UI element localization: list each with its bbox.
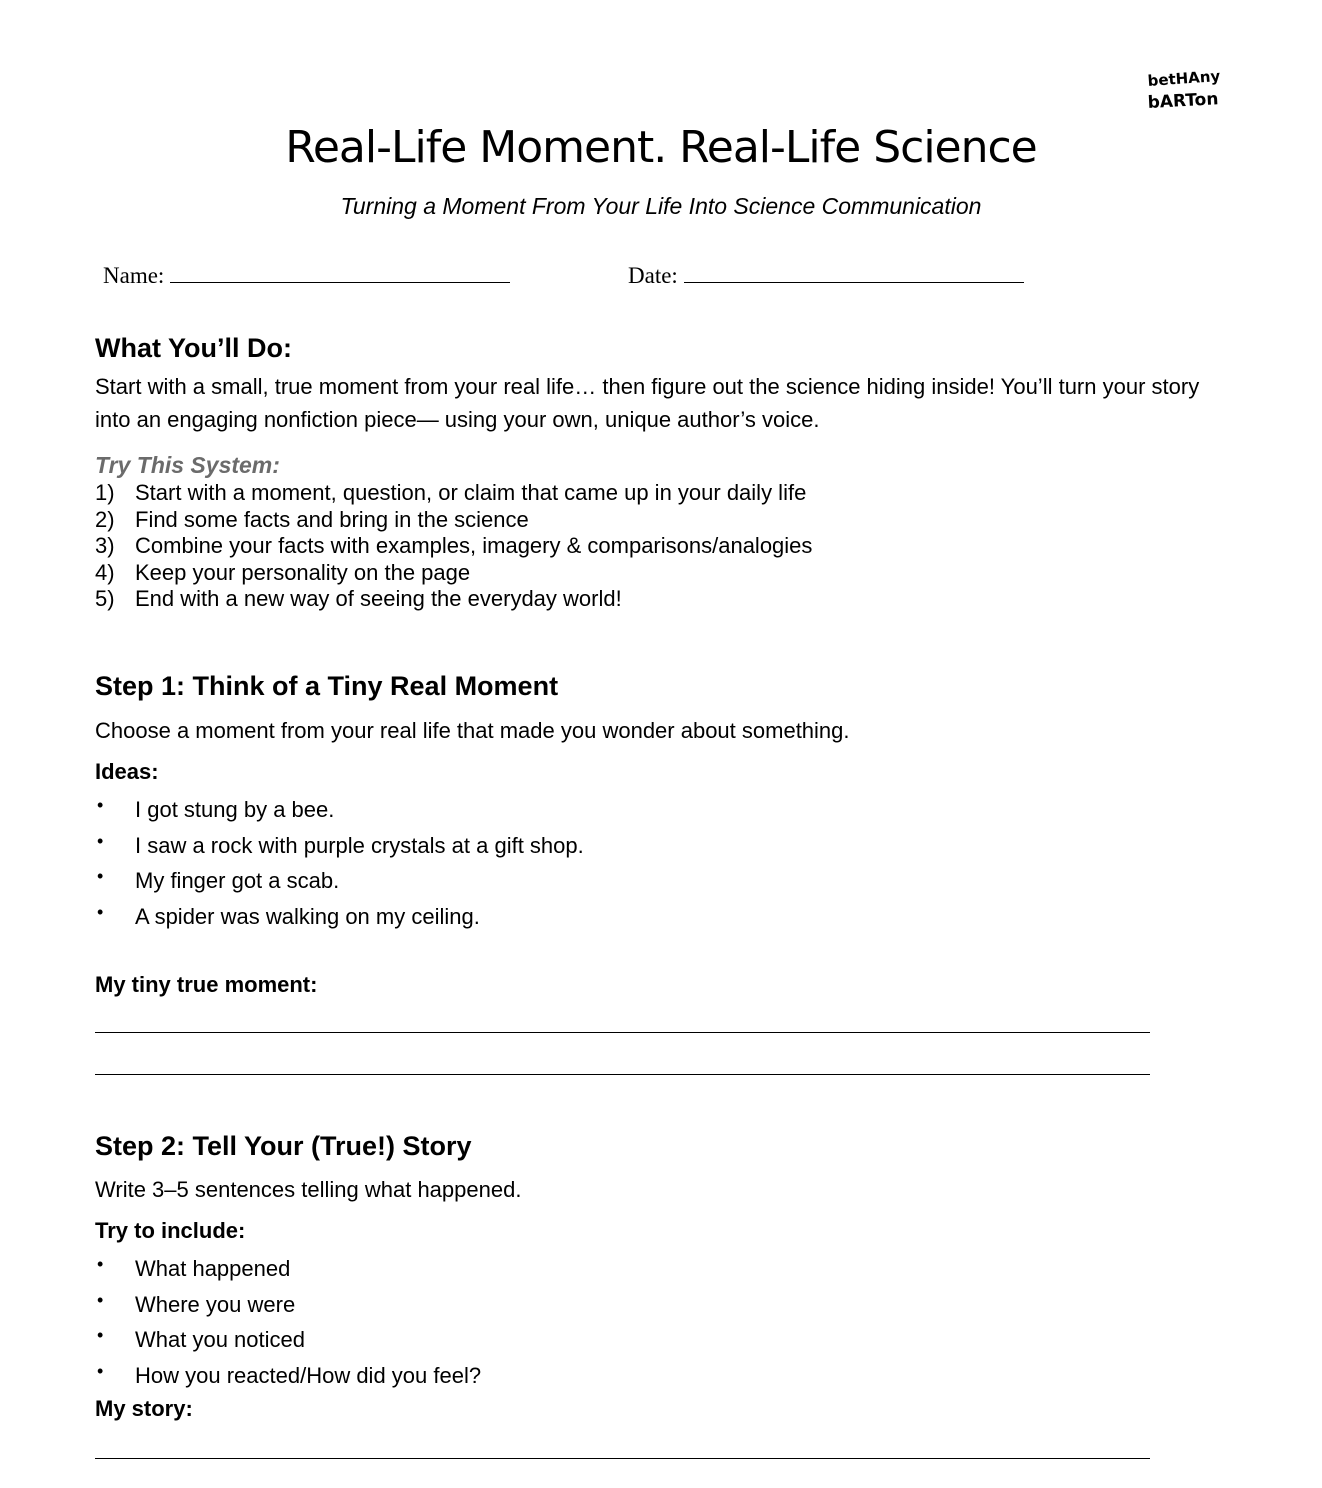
step-text: Start with a moment, question, or claim that came up in your daily life	[135, 480, 807, 505]
bullet-icon: •	[97, 1360, 104, 1381]
idea-text: My finger got a scab.	[135, 868, 340, 893]
bethany-barton-logo	[1144, 60, 1224, 120]
idea-item	[95, 899, 584, 935]
include-list	[95, 1251, 481, 1393]
include-text: What you noticed	[135, 1327, 305, 1352]
moment-answer-line-1[interactable]	[95, 1032, 1150, 1033]
include-item	[95, 1287, 481, 1323]
include-text: Where you were	[135, 1291, 296, 1317]
bullet-icon: •	[97, 795, 104, 815]
date-field	[628, 260, 1024, 291]
system-step	[95, 507, 812, 534]
bullet-icon: •	[97, 866, 104, 886]
try-include-label: Try to include:	[95, 1218, 246, 1243]
step2-heading: Step 2: Tell Your (True!) Story	[95, 1131, 472, 1161]
step-text: End with a new way of seeing the everyday world!	[135, 586, 622, 612]
bullet-icon: •	[97, 1289, 104, 1310]
step-number: 4)	[95, 559, 115, 585]
step1-heading: Step 1: Think of a Tiny Real Moment	[95, 671, 559, 701]
system-step	[95, 533, 812, 560]
include-item	[95, 1251, 481, 1287]
step-number: 1)	[95, 480, 115, 505]
name-label: Name:	[103, 263, 165, 288]
include-item	[95, 1358, 481, 1394]
system-step	[95, 560, 812, 587]
story-answer-label: My story:	[95, 1396, 193, 1421]
bullet-icon: •	[97, 1325, 104, 1345]
name-input-line[interactable]	[170, 260, 510, 283]
bullet-icon: •	[97, 830, 104, 851]
system-steps-list	[95, 480, 812, 613]
include-text: What happened	[135, 1256, 291, 1281]
step-number: 5)	[95, 586, 115, 612]
step-text: Combine your facts with examples, imagery & comparisons/analogies	[135, 533, 813, 559]
worksheet-subtitle: Turning a Moment From Your Life Into Science Communication	[340, 193, 982, 219]
idea-item	[95, 828, 584, 864]
worksheet-title: Real-Life Moment. Real-Life Science	[285, 122, 1037, 173]
story-answer-line-1[interactable]	[95, 1458, 1150, 1459]
bullet-icon: •	[97, 901, 104, 922]
moment-answer-label: My tiny true moment:	[95, 972, 318, 997]
system-heading: Try This System:	[95, 452, 280, 478]
ideas-label: Ideas:	[95, 759, 159, 784]
bullet-icon: •	[97, 1254, 104, 1274]
idea-text: I saw a rock with purple crystals at a gift shop.	[135, 832, 584, 858]
date-input-line[interactable]	[684, 260, 1024, 283]
logo-line-2: bARTon	[1147, 89, 1219, 113]
include-text: How you reacted/How did you feel?	[135, 1362, 482, 1388]
moment-answer-line-2[interactable]	[95, 1074, 1150, 1075]
system-step	[95, 480, 812, 507]
name-field	[103, 260, 510, 291]
system-step	[95, 586, 812, 613]
step-text: Keep your personality on the page	[135, 559, 471, 585]
step2-text: Write 3–5 sentences telling what happened.	[95, 1177, 522, 1202]
date-label: Date:	[628, 263, 678, 288]
what-youll-do-heading: What You’ll Do:	[95, 333, 292, 363]
idea-item	[95, 863, 584, 899]
include-item	[95, 1322, 481, 1358]
idea-item	[95, 792, 584, 828]
idea-text: A spider was walking on my ceiling.	[135, 903, 480, 929]
step-number: 2)	[95, 506, 115, 532]
step-number: 3)	[95, 533, 115, 559]
idea-text: I got stung by a bee.	[135, 797, 335, 822]
ideas-list	[95, 792, 584, 934]
logo-line-1: betHAny	[1147, 66, 1221, 90]
step-text: Find some facts and bring in the science	[135, 506, 529, 532]
step1-text: Choose a moment from your real life that made you wonder about something.	[95, 718, 850, 743]
what-youll-do-text: Start with a small, true moment from your real life… then figure out the science hiding inside! You’ll turn your story into an engaging nonfiction piece— using your own, unique author’s voice.	[95, 374, 1200, 432]
